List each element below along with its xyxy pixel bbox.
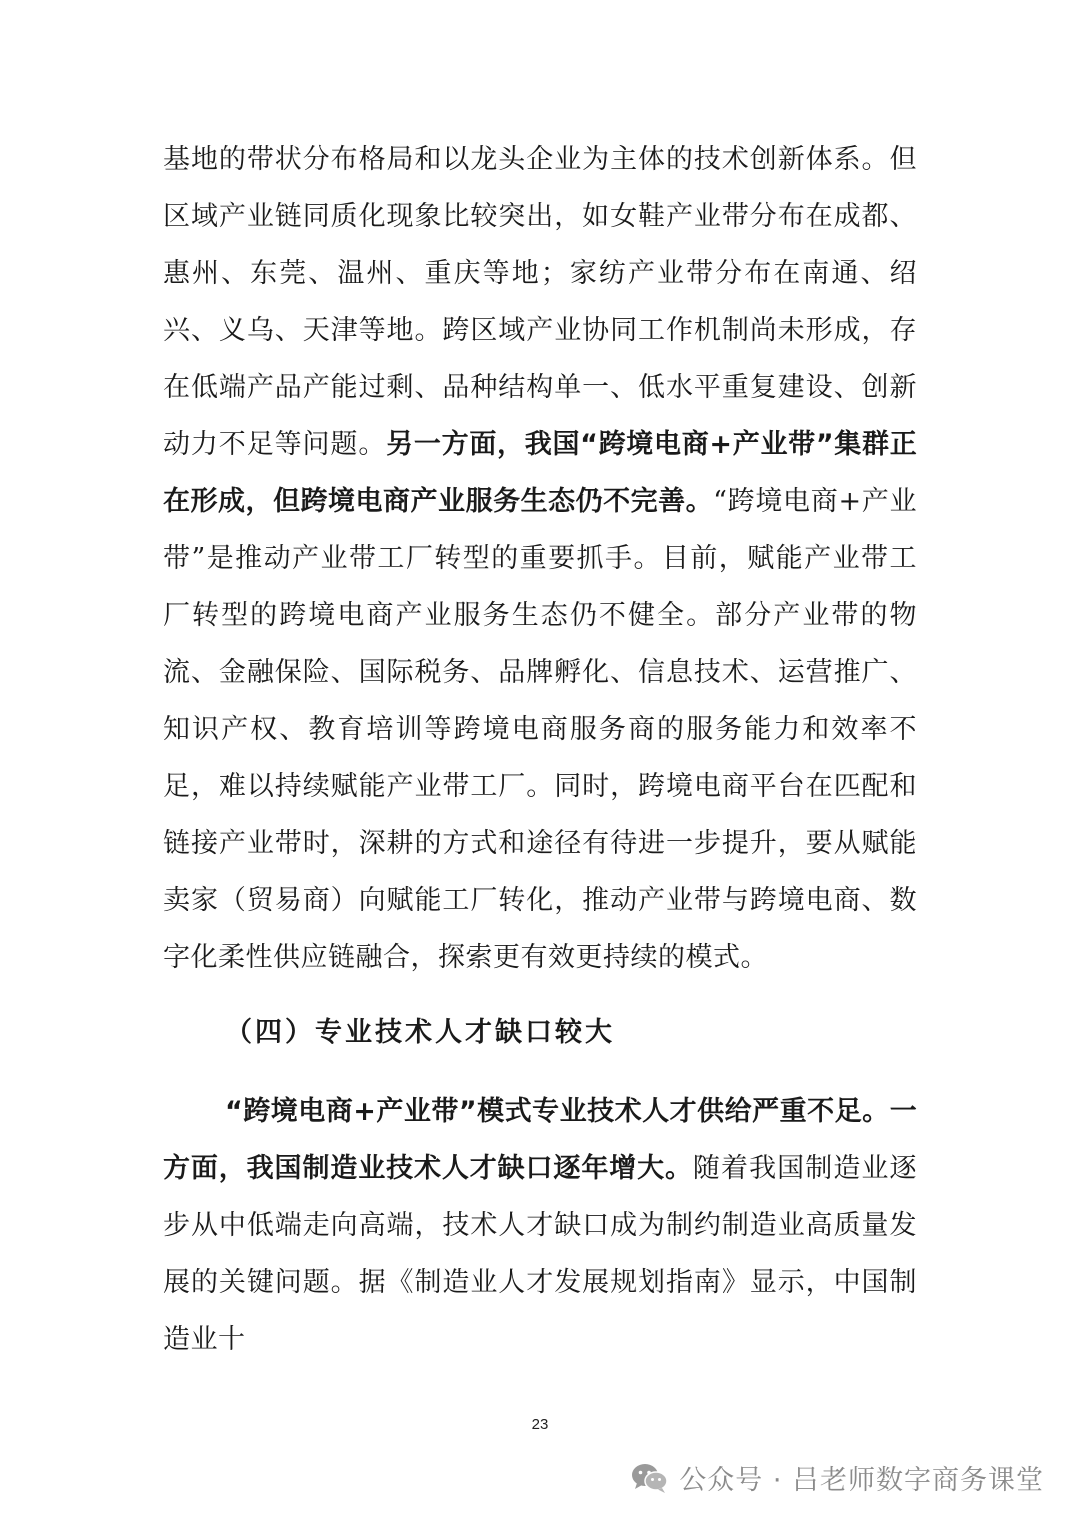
wechat-icon [631,1462,669,1494]
watermark-text: 公众号 · 吕老师数字商务课堂 [679,1465,1044,1496]
paragraph-text: 基地的带状分布格局和以龙头企业为主体的技术创新体系。但区域产业链同质化现象比较突出，如女鞋产业带分布在成都、惠州、东莞、温州、重庆等地；家纺产业带分布在南通、绍兴、义乌、天津等地。跨区域产业协同工作机制尚未形成，存在低端产品产能过剩、品种结构单一、低水平重复建设、创新动力不足等问题。 [163,144,917,460]
page-number: 23 [531,1416,549,1433]
paragraph-text: 随着我国制造业逐步从中低端走向高端，技术人才缺口成为制约制造业高质量发展的关键问题。据《制造业人才发展规划指南》显示，中国制造业十 [163,1153,918,1355]
paragraph-bold-lead: 另一方面，我国“跨境电商+产业带”集群正在形成，但跨境电商产业服务生态仍不完善。 [163,429,917,517]
paragraph-bold-lead: “跨境电商+产业带”模式专业技术人才供给严重不足。一方面，我国制造业技术人才缺口逐年增大。 [163,1096,917,1184]
body-paragraph-1 [163,131,917,986]
body-paragraph-3 [163,1083,917,1368]
watermark [631,1458,1044,1497]
section-heading: （四）专业技术人才缺口较大 [225,1017,615,1048]
paragraph-text: “跨境电商+产业带”是推动产业带工厂转型的重要抓手。目前，赋能产业带工厂转型的跨境电商产业服务生态仍不健全。部分产业带的物流、金融保险、国际税务、品牌孵化、信息技术、运营推广、知识产权、教育培训等跨境电商服务商的服务能力和效率不足，难以持续赋能产业带工厂。同时，跨境电商平台在匹配和链接产业带时，深耕的方式和途径有待进一步提升，要从赋能卖家（贸易商）向赋能工厂转化，推动产业带与跨境电商、数字化柔性供应链融合，探索更有效更持续的模式。 [163,486,917,973]
